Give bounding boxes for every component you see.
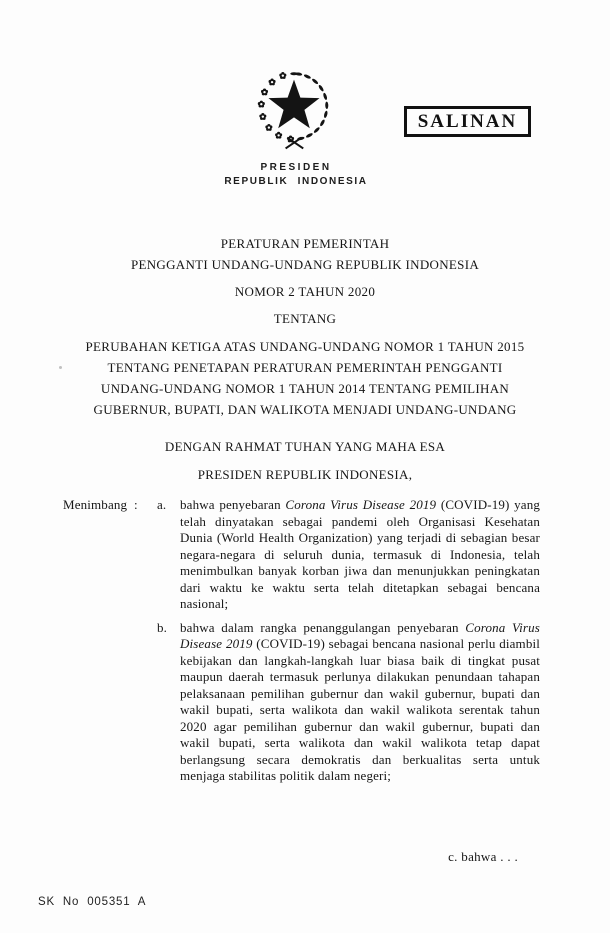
doc-number: NOMOR 2 TAHUN 2020 [234,284,376,299]
page-catchword: c. bahwa . . . [448,849,518,864]
doc-type-line-2: PENGGANTI UNDANG-UNDANG REPUBLIK INDONESIA [130,257,480,272]
item-marker: b. [157,619,168,635]
doc-type-line-1: PERATURAN PEMERINTAH [220,236,390,251]
item-marker: a. [157,497,167,512]
item-text: bahwa dalam rangka penanggulangan penyebaran Corona Virus Disease 2019 (COVID-19) sebagai bencana nasional perlu diambil kebijakan dan langkah-langkah luar biasa baik di tingkat pusat maupun daerah termasuk perlunya dilakukan penundaan tahapan pelaksanaan pemilihan gubernur dan wakil gubernur, bupati dan wakil bupati, serta walikota dan wakil walikota serentak tahun 2020 agar pemilihan gubernur dan wakil gubernur, bupati dan wakil bupati, serta walikota dan wakil walikota tetap dapat berlangsung secara demokratis dan berkualitas serta untuk menjaga stabilitas politik dalam negeri; [180,619,540,783]
sk-registration-number: SK No 005351 A [38,896,147,908]
considerations-list [157,497,540,785]
tentang-label: TENTANG [273,311,337,326]
presidential-star-wreath-emblem-icon [252,66,336,152]
letterhead-republik-indonesia: REPUBLIK INDONESIA [224,176,368,187]
menimbang-colon: : [134,497,138,512]
subject-line: TENTANG PENETAPAN PERATURAN PEMERINTAH PENGGANTI [107,360,503,375]
letterhead [171,161,421,189]
authority-line: PRESIDEN REPUBLIK INDONESIA, [197,467,413,482]
scan-artifact-dot [59,366,62,369]
salinan-stamp-label: SALINAN [417,110,518,132]
subject-line: UNDANG-UNDANG NOMOR 1 TAHUN 2014 TENTANG PEMILIHAN [100,381,510,396]
consideration-item-b [157,620,540,785]
item-text: bahwa penyebaran Corona Virus Disease 2019 (COVID-19) yang telah dinyatakan sebagai pandemi oleh Organisasi Kesehatan Dunia (World Health Organization) yang terjadi di sebagian besar negara-negara di seluruh dunia, termasuk di Indonesia, telah menimbulkan banyak korban jiwa dan menunjukkan peningkatan dari waktu ke waktu serta telah ditetapkan sebagai bencana nasional; [180,497,540,611]
consideration-item-a [157,497,540,613]
letterhead-presiden: PRESIDEN [260,162,332,173]
title-block [0,233,610,485]
menimbang-label: Menimbang [63,497,128,512]
subject-line: GUBERNUR, BUPATI, DAN WALIKOTA MENJADI UNDANG-UNDANG [93,402,517,417]
subject-line: PERUBAHAN KETIGA ATAS UNDANG-UNDANG NOMOR 1 TAHUN 2015 [85,339,525,354]
invocation-line: DENGAN RAHMAT TUHAN YANG MAHA ESA [164,439,446,454]
salinan-copy-stamp [404,106,531,137]
